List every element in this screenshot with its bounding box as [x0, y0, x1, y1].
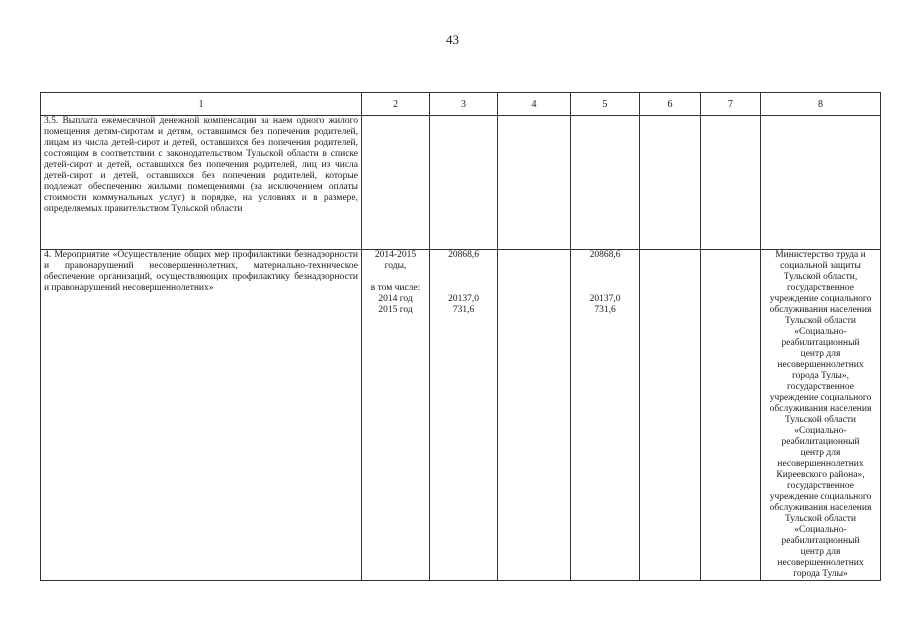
executor-line: учреждение социального — [769, 393, 872, 403]
total-cell — [430, 116, 498, 250]
executor-line: Тульской области — [784, 316, 857, 326]
regional-year-2014-amount: 20137,0 — [589, 294, 621, 304]
total-cell — [430, 250, 498, 581]
measure-description: 3.5. Выплата ежемесячной денежной компенсации за наем одного жилого помещения детям-сиротам и детям, оставшимся без попечения родителей, лицам из числа детей-сирот и детей, оставшихся без попечения родителей, состоящим в соответствии с законодательством Тульской области в списке детей-сирот и детей, оставшихся без попечения родителей, лиц из числа детей-сирот и детей, оставшихся без попечения родителей, которые подлежат обеспечению жилыми помещениями (за исключением оплаты стоимости коммунальных услуг) в порядке, на условиях и в размере, определяемых правительством Тульской области — [41, 116, 362, 250]
executor-line: города Тулы», — [792, 371, 849, 381]
executor-line: обслуживания населения — [769, 404, 872, 414]
including-label: в том числе: — [370, 283, 421, 293]
executor-line: реабилитационный — [781, 536, 860, 546]
year-2015-label: 2015 год — [378, 305, 413, 315]
executor-line: Министерство труда и — [775, 250, 866, 260]
executor-line: социальной защиты — [780, 261, 861, 271]
federal-cell — [498, 250, 571, 581]
period-cell — [362, 250, 430, 581]
header-row — [41, 93, 881, 116]
measure-description: 4. Мероприятие «Осуществление общих мер профилактики безнадзорности и правонарушений несовершеннолетних, материально-техническое обеспечение организаций, осуществляющих профилактику безнадзорности и правонарушений несовершеннолетних» — [41, 250, 362, 581]
executor-line: учреждение социального — [769, 294, 872, 304]
executor-line: несовершеннолетних — [777, 459, 864, 469]
executor-line: учреждение социального — [769, 492, 872, 502]
executor-line: государственное — [787, 283, 854, 293]
executor-line: Киреевского района», — [776, 470, 865, 480]
column-header-5: 5 — [571, 93, 640, 116]
column-header-6: 6 — [640, 93, 701, 116]
executor-line: обслуживания населения — [769, 305, 872, 315]
year-2014-amount: 20137,0 — [448, 294, 479, 304]
executor-line: города Тулы» — [793, 569, 848, 579]
executor-line: центр для — [800, 349, 841, 359]
executor-line: несовершеннолетних — [777, 360, 864, 370]
year-2014-label: 2014 год — [378, 294, 413, 304]
executor-line: центр для — [800, 547, 841, 557]
executor-line: «Социально- — [794, 525, 847, 535]
column-header-8: 8 — [761, 93, 881, 116]
executor-line: реабилитационный — [781, 437, 860, 447]
regional-cell — [571, 116, 640, 250]
federal-cell — [498, 116, 571, 250]
table-row — [41, 250, 881, 581]
local-cell — [640, 250, 701, 581]
column-header-4: 4 — [498, 93, 571, 116]
executor-line: Тульской области, — [783, 272, 858, 282]
executor-line: «Социально- — [794, 426, 847, 436]
period-cell — [362, 116, 430, 250]
year-2015-amount: 731,6 — [452, 305, 475, 315]
executor-line: обслуживания населения — [769, 503, 872, 513]
column-header-2: 2 — [362, 93, 430, 116]
executor-cell — [761, 250, 881, 581]
regional-total-amount: 20868,6 — [589, 250, 621, 260]
other-cell — [701, 116, 761, 250]
executor-line: несовершеннолетних — [777, 558, 864, 568]
local-cell — [640, 116, 701, 250]
column-header-1: 1 — [41, 93, 362, 116]
regional-year-2015-amount: 731,6 — [594, 305, 616, 315]
executor-line: реабилитационный — [781, 338, 860, 348]
program-table — [40, 92, 881, 581]
executor-line: Тульской области — [784, 514, 857, 524]
table-row — [41, 116, 881, 250]
total-amount: 20868,6 — [448, 250, 479, 260]
executor-line: «Социально- — [794, 327, 847, 337]
executor-cell — [761, 116, 881, 250]
other-cell — [701, 250, 761, 581]
executor-line: Тульской области — [784, 415, 857, 425]
executor-line: государственное — [787, 481, 854, 491]
column-header-7: 7 — [701, 93, 761, 116]
executor-line: центр для — [800, 448, 841, 458]
period-range: 2014-2015 — [374, 250, 417, 260]
executor-line: государственное — [787, 382, 854, 392]
period-suffix: годы, — [384, 261, 407, 271]
page-number: 43 — [446, 32, 459, 47]
regional-cell — [571, 250, 640, 581]
column-header-3: 3 — [430, 93, 498, 116]
